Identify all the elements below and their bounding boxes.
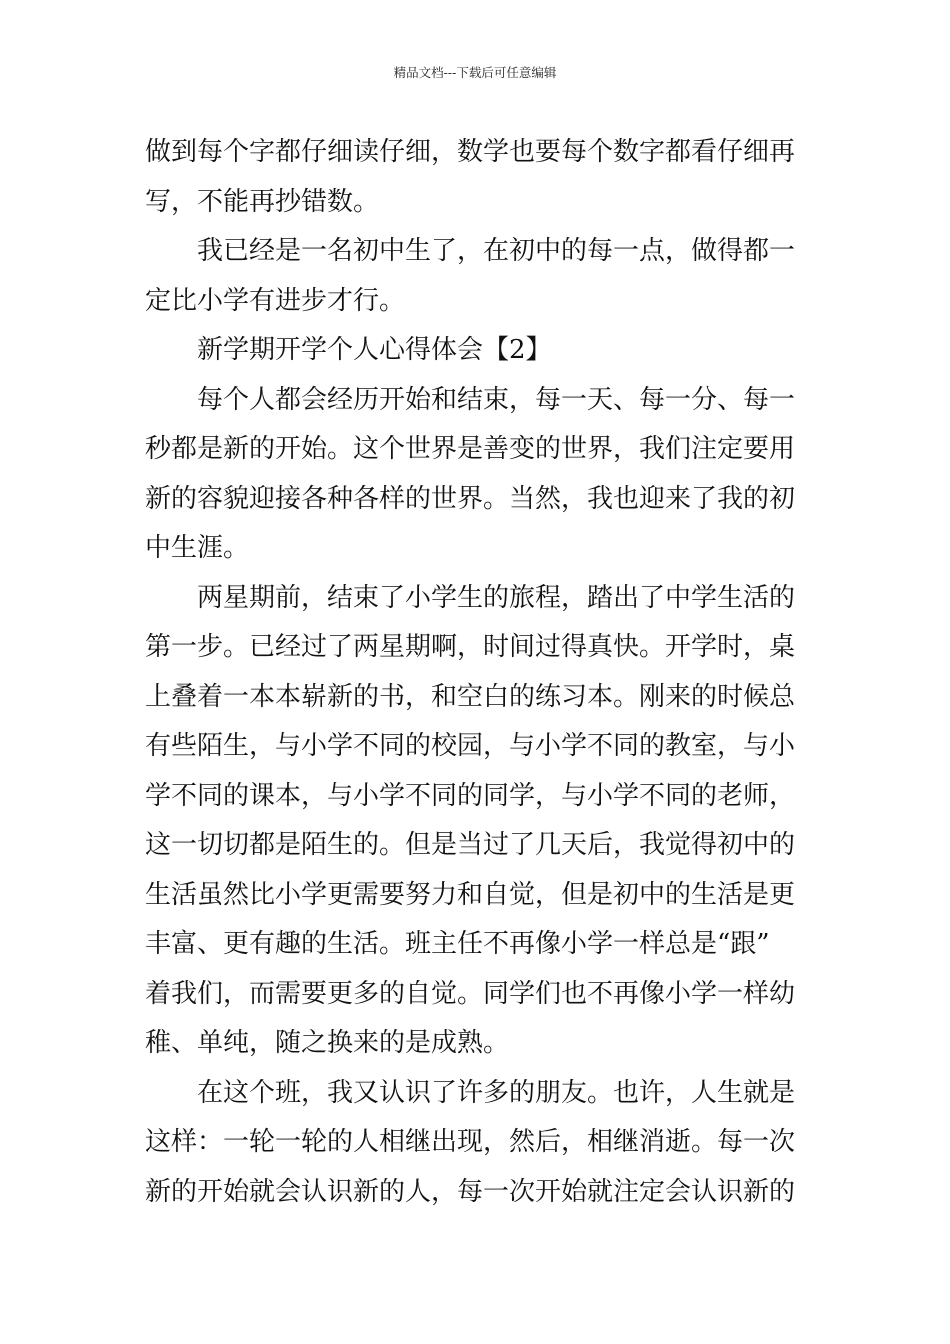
text-line: 写，不能再抄错数。 [145,186,380,217]
text-line: 丰富、更有趣的生活。班主任不再像小学一样总是“跟” [145,929,770,959]
text-line: 生活虽然比小学更需要努力和自觉，但是初中的生活是更 [145,879,796,910]
document-body [145,128,813,1217]
page-header: 精品文档---下载后可任意编辑 [393,65,557,80]
text-line: 着我们，而需要更多的自觉。同学们也不再像小学一样幼 [145,978,796,1009]
text-line: 两星期前，结束了小学生的旅程，踏出了中学生活的 [197,582,796,613]
text-line: 这样：一轮一轮的人相继出现，然后，相继消逝。每一次 [145,1127,796,1157]
text-line: 每个人都会经历开始和结束，每一天、每一分、每一 [197,384,796,415]
section-heading: 新学期开学个人心得体会【2】 [197,335,552,365]
text-line: 中生涯。 [145,533,250,563]
text-line: 新的容貌迎接各种各样的世界。当然，我也迎来了我的初 [145,483,796,514]
text-line: 秒都是新的开始。这个世界是善变的世界，我们注定要用 [145,434,796,464]
text-line: 我已经是一名初中生了，在初中的每一点，做得都一 [197,236,796,266]
text-line: 有些陌生，与小学不同的校园，与小学不同的教室，与小 [145,731,796,761]
text-line: 学不同的课本，与小学不同的同学，与小学不同的老师， [145,780,796,811]
text-line: 新的开始就会认识新的人，每一次开始就注定会认识新的 [145,1176,796,1207]
text-line: 上叠着一本本崭新的书，和空白的练习本。刚来的时候总 [145,681,796,712]
text-line: 做到每个字都仔细读仔细，数学也要每个数字都看仔细再 [145,137,796,167]
text-line: 第一步。已经过了两星期啊，时间过得真快。开学时，桌 [145,632,796,662]
text-line: 这一切切都是陌生的。但是当过了几天后，我觉得初中的 [145,830,796,860]
text-line: 定比小学有进步才行。 [145,285,406,316]
text-line: 在这个班，我又认识了许多的朋友。也许，人生就是 [197,1077,796,1108]
text-line: 稚、单纯，随之换来的是成熟。 [145,1028,510,1058]
